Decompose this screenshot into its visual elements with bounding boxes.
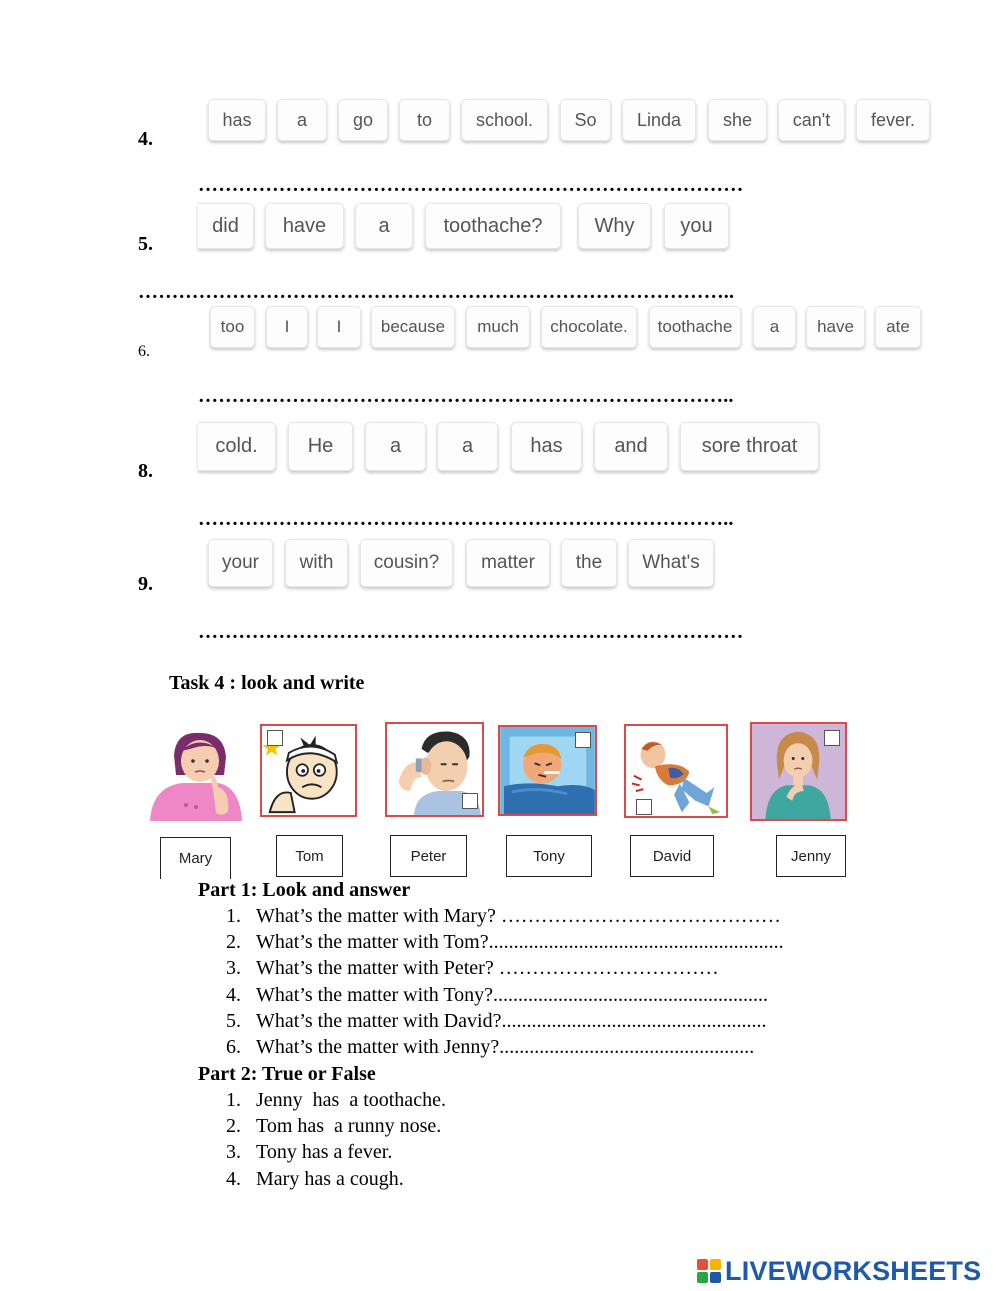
name-label-jenny: Jenny (776, 835, 846, 877)
item-number: 3. (226, 957, 241, 979)
man-headache-icon (260, 724, 357, 817)
word-tile[interactable]: I (266, 306, 308, 348)
tom-checkbox[interactable] (267, 730, 283, 746)
part-1-question[interactable] (226, 957, 719, 980)
word-tile[interactable]: toothache? (425, 203, 561, 249)
word-tile[interactable]: has (511, 422, 582, 471)
name-label-tony: Tony (506, 835, 592, 877)
part-1-question[interactable] (226, 931, 784, 954)
item-text: Tony has a fever. (256, 1141, 393, 1163)
word-tile[interactable]: go (338, 99, 388, 141)
logo-text: LIVEWORKSHEETS (725, 1255, 982, 1286)
item-text: What’s the matter with Mary? …………………………………… (256, 905, 781, 927)
boy-earache-icon (385, 722, 484, 817)
exercise-6-answer-line[interactable]: …………………………………………………………………….. (198, 385, 734, 407)
word-tile[interactable]: He (288, 422, 353, 471)
word-tile[interactable]: and (594, 422, 668, 471)
word-tile[interactable]: did (198, 203, 254, 249)
word-tile[interactable]: What's (628, 539, 714, 587)
jenny-checkbox[interactable] (824, 730, 840, 746)
part-1-question[interactable] (226, 905, 781, 928)
part-1-question[interactable] (226, 1036, 754, 1059)
item-number: 6. (226, 1036, 241, 1058)
item-text: What’s the matter with David?..................................................... (256, 1010, 767, 1032)
word-tile[interactable]: cousin? (360, 539, 453, 587)
name-label-tom: Tom (276, 835, 343, 877)
word-tile[interactable]: fever. (856, 99, 930, 141)
item-text: What’s the matter with Tom?........................................................... (256, 931, 784, 953)
word-tile[interactable]: you (664, 203, 729, 249)
exercise-8-number: 8. (138, 460, 153, 482)
word-tile[interactable]: have (265, 203, 344, 249)
task-4-title: Task 4 : look and write (169, 672, 365, 694)
word-tile[interactable]: Why (578, 203, 651, 249)
exercise-5-number: 5. (138, 233, 153, 255)
item-number: 2. (226, 1115, 241, 1137)
exercise-4-number: 4. (138, 128, 153, 150)
word-tile[interactable]: sore throat (680, 422, 819, 471)
word-tile[interactable]: Linda (622, 99, 696, 141)
name-label-mary: Mary (160, 837, 231, 879)
girl-toothache-icon (146, 725, 246, 821)
word-tile[interactable]: can't (778, 99, 845, 141)
name-label-david: David (630, 835, 714, 877)
word-tile[interactable]: with (285, 539, 348, 587)
word-tile[interactable]: a (355, 203, 413, 249)
tony-checkbox[interactable] (575, 732, 591, 748)
liveworksheets-logo-icon (697, 1259, 721, 1283)
word-tile[interactable]: have (806, 306, 865, 348)
part-2-statement[interactable] (226, 1141, 392, 1164)
word-tile[interactable]: she (708, 99, 767, 141)
exercise-6-number: 6. (138, 343, 150, 360)
exercise-5-answer-line[interactable]: …………………………………………………………………………….. (138, 281, 735, 303)
exercise-8-answer-line[interactable]: …………………………………………………………………….. (198, 508, 734, 530)
item-number: 5. (226, 1010, 241, 1032)
item-number: 4. (226, 984, 241, 1006)
item-number: 2. (226, 931, 241, 953)
word-tile[interactable]: cold. (198, 422, 276, 471)
word-tile[interactable]: So (560, 99, 611, 141)
item-text: Jenny has a toothache. (256, 1089, 446, 1111)
item-text: Tom has a runny nose. (256, 1115, 442, 1137)
word-tile[interactable]: has (208, 99, 266, 141)
peter-checkbox[interactable] (462, 793, 478, 809)
boy-fever-icon (498, 725, 597, 816)
word-tile[interactable]: a (277, 99, 327, 141)
word-tile[interactable]: I (317, 306, 361, 348)
item-text: What’s the matter with Peter? …………………………… (256, 957, 719, 979)
exercise-9-number: 9. (138, 573, 153, 595)
boy-stomachache-icon (624, 724, 728, 818)
part-2-title: Part 2: True or False (198, 1063, 376, 1085)
part-1-question[interactable] (226, 1010, 766, 1033)
part-2-statement[interactable] (226, 1115, 441, 1138)
word-tile[interactable]: chocolate. (541, 306, 637, 348)
item-number: 1. (226, 1089, 241, 1111)
part-2-statement[interactable] (226, 1168, 404, 1191)
word-tile[interactable]: a (365, 422, 426, 471)
word-tile[interactable]: ate (875, 306, 921, 348)
word-tile[interactable]: a (437, 422, 498, 471)
word-tile[interactable]: too (210, 306, 255, 348)
word-tile[interactable]: your (208, 539, 273, 587)
word-tile[interactable]: matter (466, 539, 550, 587)
word-tile[interactable]: the (561, 539, 617, 587)
word-tile[interactable]: a (753, 306, 796, 348)
part-1-question[interactable] (226, 984, 768, 1007)
item-number: 3. (226, 1141, 241, 1163)
word-tile[interactable]: to (399, 99, 450, 141)
word-tile[interactable]: because (371, 306, 455, 348)
item-text: What’s the matter with Tony?....................................................... (256, 984, 769, 1006)
exercise-4-answer-line[interactable]: ……………………………………………………………………… (198, 174, 744, 196)
exercise-9-answer-line[interactable]: ……………………………………………………………………… (198, 621, 744, 643)
liveworksheets-logo[interactable] (697, 1255, 981, 1287)
part-2-statement[interactable] (226, 1089, 446, 1112)
word-tile[interactable]: much (466, 306, 530, 348)
david-checkbox[interactable] (636, 799, 652, 815)
item-number: 1. (226, 905, 241, 927)
word-tile[interactable]: school. (461, 99, 548, 141)
word-tile[interactable]: toothache (649, 306, 741, 348)
item-number: 4. (226, 1168, 241, 1190)
part-1-title: Part 1: Look and answer (198, 879, 411, 901)
woman-sore-throat-icon (750, 722, 847, 821)
item-text: What’s the matter with Jenny?................................................... (256, 1036, 755, 1058)
item-text: Mary has a cough. (256, 1168, 404, 1190)
name-label-peter: Peter (390, 835, 467, 877)
